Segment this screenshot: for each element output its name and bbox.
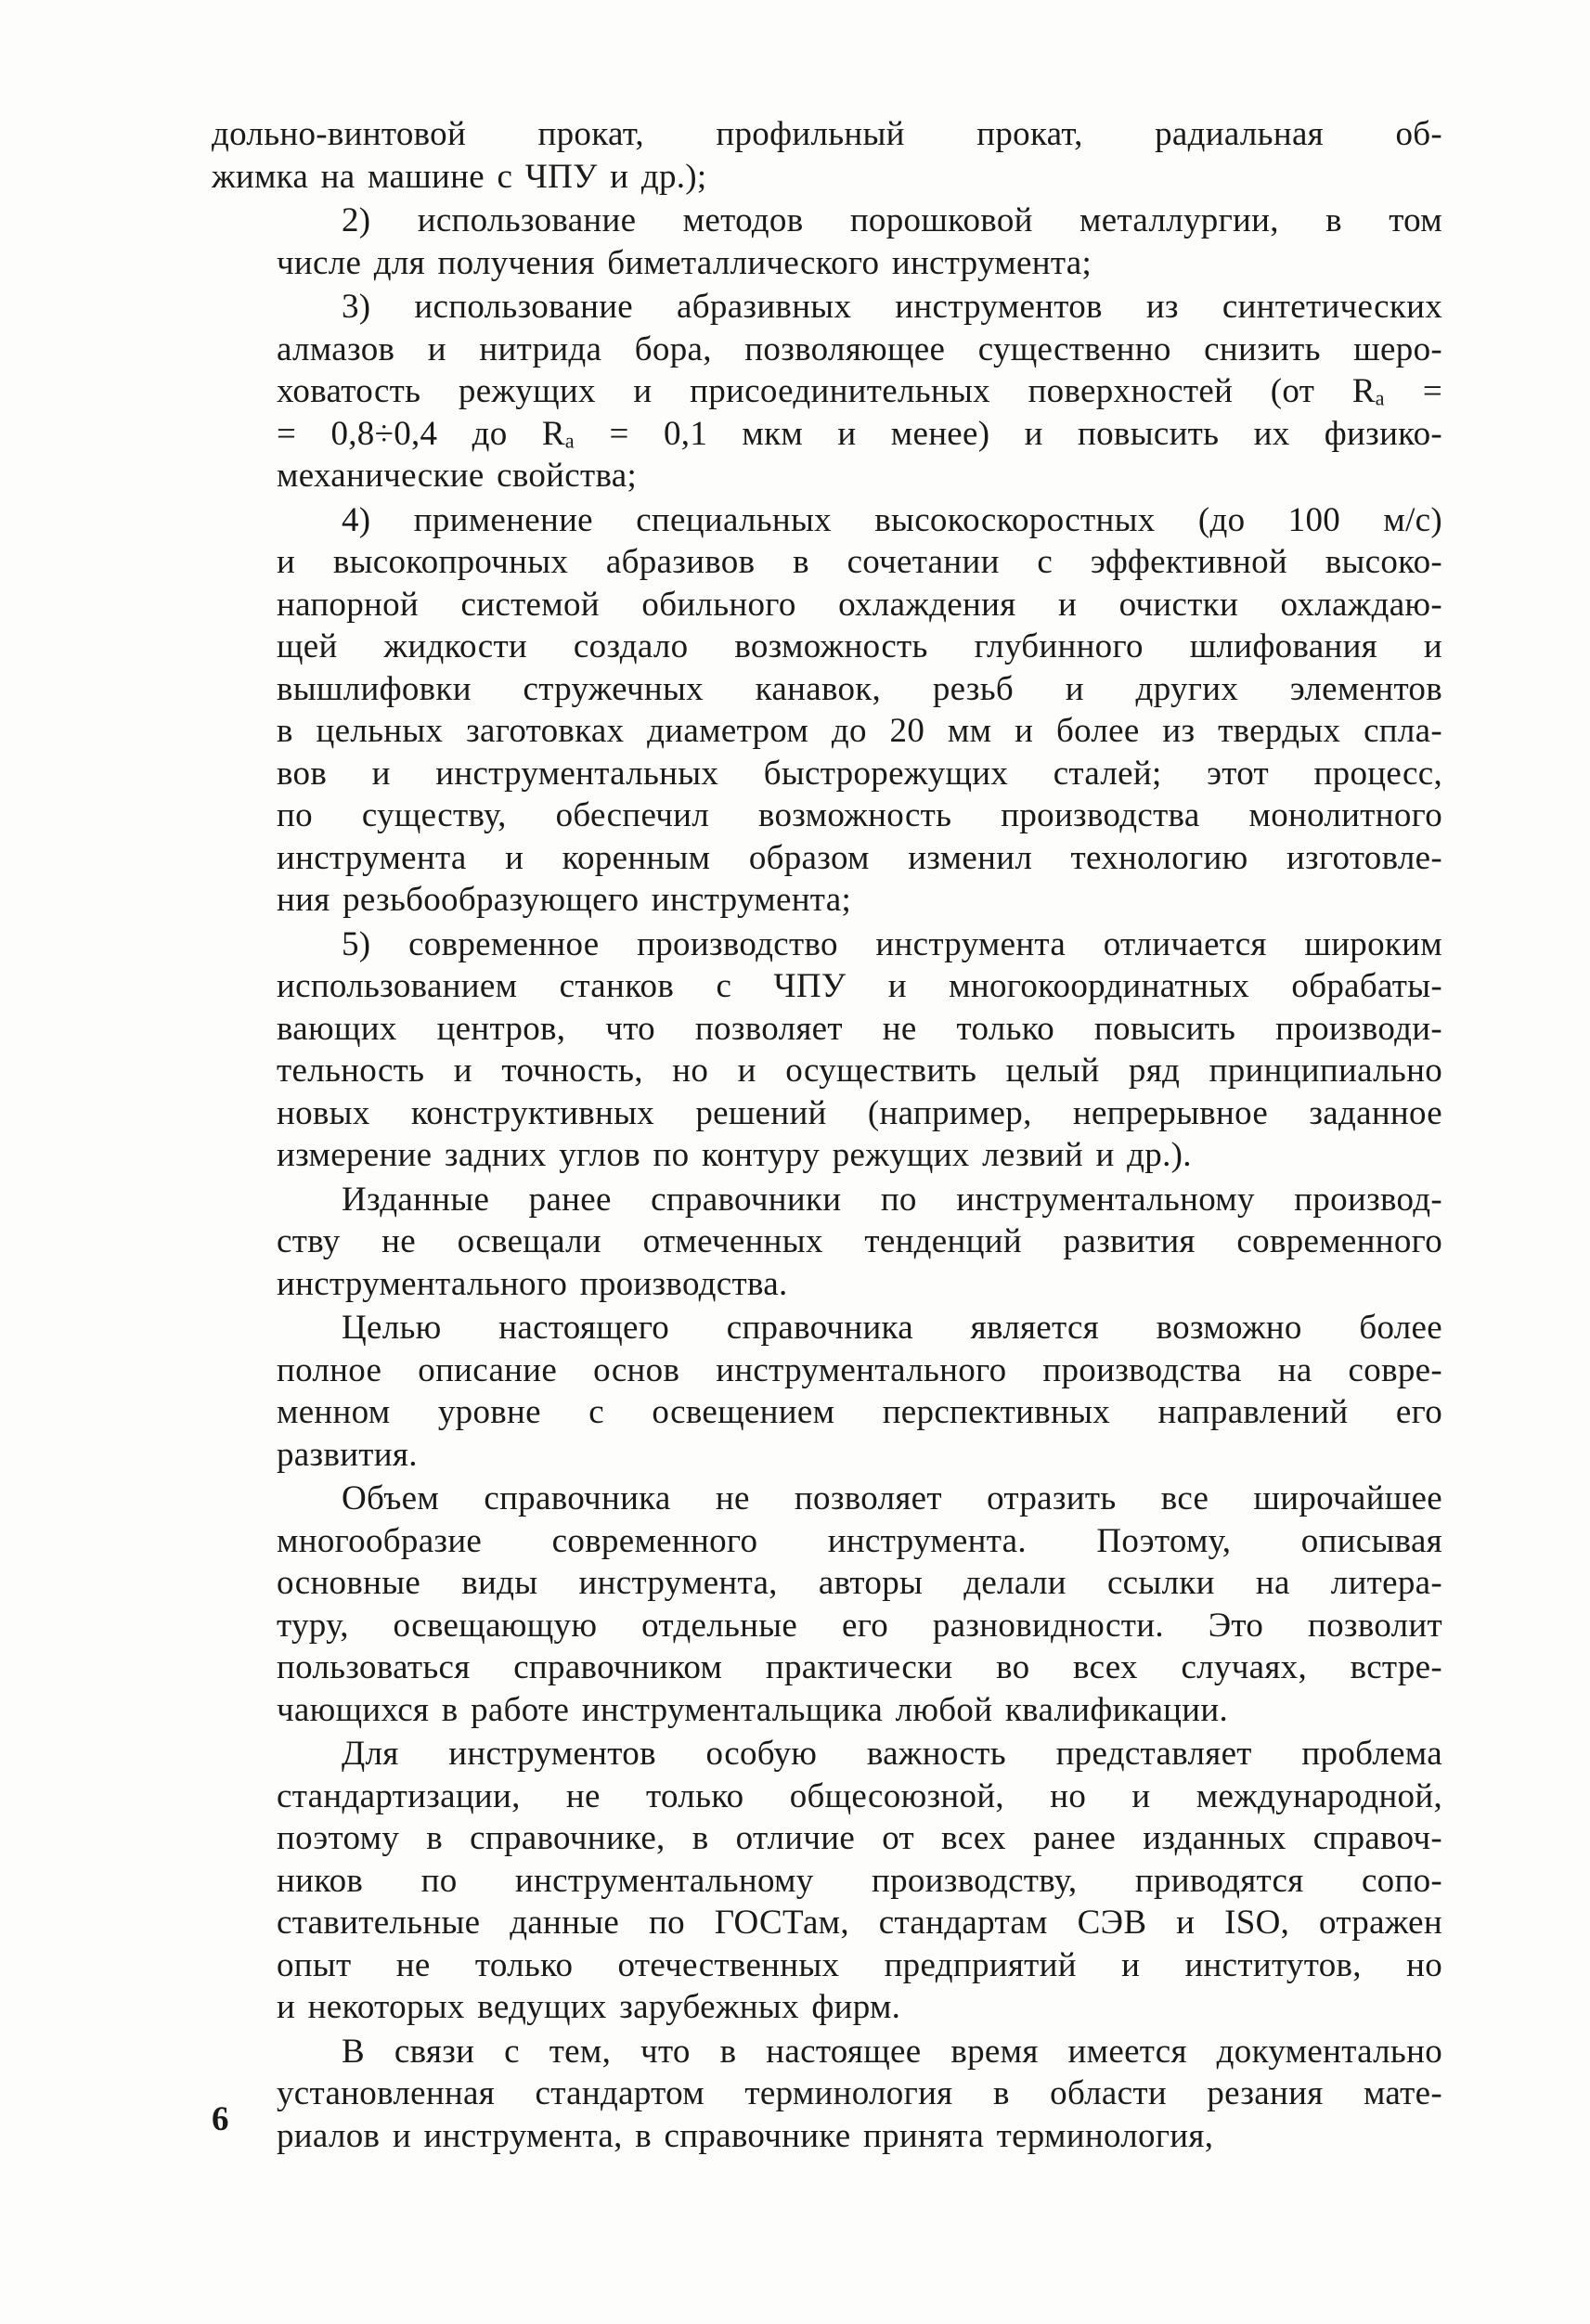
text-line: менном уровне с освещением перспективных направлений его xyxy=(277,1393,1442,1431)
text-line: полное описание основ инструментального производства на совре- xyxy=(277,1350,1442,1389)
text-line: Для инструментов особую важность представляет проблема xyxy=(342,1735,1442,1773)
text-line: в цельных заготовках диаметром до 20 мм и более из твердых спла- xyxy=(277,712,1442,750)
text-line: ников по инструментальному производству, приводятся сопо- xyxy=(277,1861,1442,1900)
text-line: ния резьбообразующего инструмента; xyxy=(277,881,852,919)
text-line: числе для получения биметаллического инструмента; xyxy=(277,243,1092,282)
text-line: ству не освещали отмеченных тенденций развития современного xyxy=(277,1222,1442,1260)
text-line: Объем справочника не позволяет отразить все широчайшее xyxy=(342,1479,1442,1517)
text-line: опыт не только отечественных предприятий и институтов, но xyxy=(277,1945,1442,1984)
text-line: туру, освещающую отдельные его разновидности. Это позволит xyxy=(277,1606,1442,1645)
text-line: напорной системой обильного охлаждения и очистки охлаждаю- xyxy=(277,585,1442,624)
text-line: ставительные данные по ГОСТам, стандартам СЭВ и ISO, отражен xyxy=(277,1904,1442,1942)
paragraph xyxy=(212,1478,1442,1731)
paragraph xyxy=(212,499,1442,922)
text-line: вающих центров, что позволяет не только повысить производи- xyxy=(277,1009,1442,1048)
text-line: развития. xyxy=(277,1435,418,1474)
page-number: 6 xyxy=(212,2100,229,2138)
text-line: основные виды инструмента, авторы делали ссылки на литера- xyxy=(277,1564,1442,1602)
text-line: многообразие современного инструмента. Поэтому, описывая xyxy=(277,1521,1442,1560)
text-line: и высокопрочных абразивов в сочетании с эффективной высоко- xyxy=(277,543,1442,581)
text-line: механические свойства; xyxy=(277,457,638,495)
text-line: 2) использование методов порошковой металлургии, в том xyxy=(342,201,1442,239)
text-line: установленная стандартом терминология в области резания мате- xyxy=(277,2074,1442,2112)
text-line: 5) современное производство инструмента отличается широким xyxy=(342,924,1442,963)
text-line: использованием станков с ЧПУ и многокоординатных обрабаты- xyxy=(277,967,1442,1005)
paragraph xyxy=(212,1307,1442,1476)
text-line: Изданные ранее справочники по инструментальному производ- xyxy=(342,1180,1442,1219)
text-line: Целью настоящего справочника является возможно более xyxy=(342,1309,1442,1347)
paragraph xyxy=(212,113,1442,198)
text-line: инструмента и коренным образом изменил технологию изготовле- xyxy=(277,838,1442,877)
text-line: измерение задних углов по контуру режущих лезвий и др.). xyxy=(277,1136,1192,1174)
text-line: 3) использование абразивных инструментов из синтетических xyxy=(342,288,1442,326)
text-line: чающихся в работе инструментальщика любой квалификации. xyxy=(277,1690,1229,1729)
text-line: и некоторых ведущих зарубежных фирм. xyxy=(277,1988,901,2026)
body-text xyxy=(212,113,1442,2159)
text-line: инструментального производства. xyxy=(277,1264,788,1303)
text-line: алмазов и нитрида бора, позволяющее существенно снизить шеро- xyxy=(277,329,1442,368)
text-line: поэтому в справочнике, в отличие от всех ранее изданных справоч- xyxy=(277,1819,1442,1857)
paragraph xyxy=(212,1733,1442,2029)
paragraph xyxy=(212,923,1442,1177)
text-line: тельность и точность, но и осуществить целый ряд принципиально xyxy=(277,1052,1442,1090)
text-line: дольно-винтовой прокат, профильный прокат, радиальная об- xyxy=(212,115,1442,153)
paragraph xyxy=(212,1179,1442,1306)
text-line: = 0,8÷0,4 до Rₐ = 0,1 мкм и менее) и повысить их физико- xyxy=(277,414,1442,453)
text-line: риалов и инструмента, в справочнике принята терминология, xyxy=(277,2116,1214,2155)
paragraph xyxy=(212,2031,1442,2158)
text-line: новых конструктивных решений (например, непрерывное заданное xyxy=(277,1093,1442,1132)
text-line: В связи с тем, что в настоящее время имеется документально xyxy=(342,2032,1442,2071)
text-line: стандартизации, не только общесоюзной, но и международной, xyxy=(277,1776,1442,1815)
text-line: 4) применение специальных высокоскоростных (до 100 м/с) xyxy=(342,500,1442,539)
paragraph xyxy=(212,200,1442,284)
paragraph xyxy=(212,286,1442,497)
text-line: ховатость режущих и присоединительных поверхностей (от Rₐ = xyxy=(277,372,1442,410)
text-line: по существу, обеспечил возможность производства монолитного xyxy=(277,796,1442,834)
text-line: жимка на машине с ЧПУ и др.); xyxy=(212,157,707,196)
text-line: пользоваться справочником практически во всех случаях, встре- xyxy=(277,1648,1442,1686)
text-line: щей жидкости создало возможность глубинного шлифования и xyxy=(277,627,1442,665)
text-line: вов и инструментальных быстрорежущих сталей; этот процесс, xyxy=(277,754,1442,793)
text-line: вышлифовки стружечных канавок, резьб и других элементов xyxy=(277,669,1442,708)
